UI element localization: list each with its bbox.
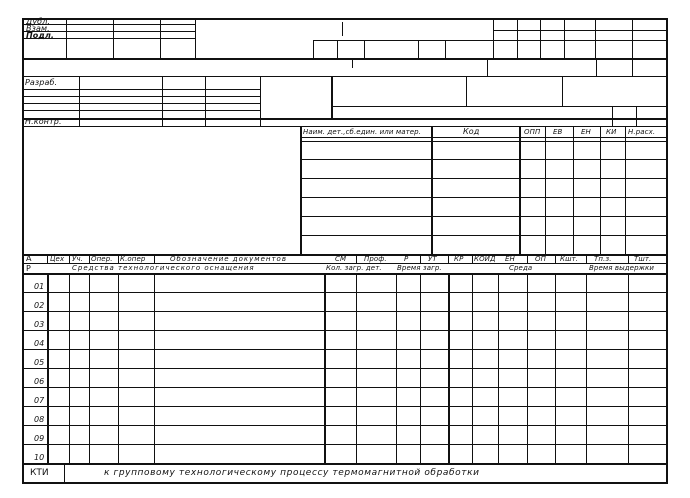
header-rule — [331, 106, 668, 107]
col-time-load: Время загр. — [397, 264, 442, 272]
col-nrash-header: Н.расх. — [628, 128, 656, 136]
col-prof: Проф. — [364, 255, 387, 263]
row-rule — [22, 406, 668, 407]
header-divider — [636, 106, 637, 126]
header-divider — [493, 18, 494, 58]
header-divider — [466, 76, 467, 106]
row-number: 01 — [34, 282, 45, 291]
material-rule — [300, 197, 668, 198]
ops-divider — [555, 254, 556, 263]
header-divider — [331, 76, 333, 118]
header-rule — [22, 126, 668, 127]
header-rule — [22, 103, 260, 104]
header-divider — [113, 18, 114, 58]
row-number: 05 — [34, 358, 45, 367]
col-tools: Средства технологического оснащения — [72, 264, 255, 272]
row-prefix-r: Р — [26, 264, 31, 273]
header-divider — [595, 18, 596, 58]
header-rule — [22, 96, 260, 97]
header-divider — [66, 18, 67, 58]
ops-divider — [420, 254, 421, 263]
header-rule — [22, 89, 260, 90]
header-rule — [22, 76, 668, 77]
ops-divider — [448, 254, 449, 263]
material-rule — [300, 235, 668, 236]
row-rule — [22, 368, 668, 369]
header-divider — [540, 18, 541, 58]
header-divider — [562, 76, 563, 106]
header-divider — [564, 18, 565, 58]
row-number: 04 — [34, 339, 45, 348]
header-divider — [160, 18, 161, 58]
row-rule — [22, 387, 668, 388]
col-kol: Кол. загр. дет. — [326, 264, 382, 272]
ops-divider — [356, 254, 357, 263]
header-rule — [313, 40, 493, 41]
footer-caption: к групповому технологическому процессу термомагнитной обработки — [104, 468, 480, 478]
col-code-header: Код — [463, 127, 480, 136]
header-divider — [337, 40, 338, 58]
col-env: Среда — [509, 264, 533, 272]
vzam-label: Взам. — [26, 24, 50, 33]
material-rule — [300, 141, 668, 142]
material-divider — [519, 126, 521, 254]
col-en-op: ЕН — [505, 255, 515, 263]
col-uch: Уч. — [72, 255, 83, 263]
footer-rule — [22, 463, 668, 465]
header-tick — [342, 22, 343, 36]
header-divider — [195, 18, 196, 58]
col-r: Р — [404, 255, 409, 263]
ops-divider — [47, 254, 48, 263]
material-divider — [573, 126, 574, 254]
row-number: 07 — [34, 396, 45, 405]
header-rule — [22, 118, 668, 120]
header-divider — [418, 40, 419, 58]
header-rule — [493, 40, 668, 41]
header-divider — [260, 76, 261, 126]
razrab-label: Разраб. — [25, 78, 58, 87]
col-ceh: Цех — [50, 255, 65, 263]
ops-divider — [472, 254, 473, 263]
header-divider — [205, 76, 206, 126]
material-divider — [625, 126, 626, 254]
col-time-hold: Время выдержки — [589, 264, 654, 272]
ops-divider — [586, 254, 587, 263]
row-rule — [22, 330, 668, 331]
material-divider — [600, 126, 601, 254]
material-divider — [545, 126, 546, 254]
ops-divider — [527, 254, 528, 263]
footer-code: КТИ — [30, 468, 49, 478]
header-divider — [162, 76, 163, 126]
header-divider — [79, 76, 80, 126]
header-divider — [632, 58, 633, 76]
row-rule — [22, 444, 668, 445]
ops-divider — [154, 254, 155, 263]
row-number: 09 — [34, 434, 45, 443]
nkontr-label: Н.контр. — [25, 117, 62, 126]
header-divider — [487, 58, 488, 76]
material-divider — [300, 126, 302, 254]
row-number: 10 — [34, 453, 45, 462]
col-docs: Обозначение документов — [170, 255, 287, 263]
header-divider — [632, 18, 633, 58]
podl-label: Подл. — [26, 31, 55, 40]
material-divider — [431, 126, 433, 254]
col-ev-header: ЕВ — [553, 128, 563, 136]
header-rule — [22, 110, 260, 111]
row-rule — [22, 349, 668, 350]
row-number: 06 — [34, 377, 45, 386]
col-oper: Опер. — [91, 255, 113, 263]
row-number: 08 — [34, 415, 45, 424]
row-prefix-a: А — [26, 254, 32, 263]
row-rule — [22, 311, 668, 312]
col-en-header: ЕН — [581, 128, 591, 136]
dubl-label: Дубл. — [26, 17, 51, 26]
col-kr: КР — [454, 255, 464, 263]
col-koid: КОИД — [474, 255, 496, 263]
ops-divider — [118, 254, 119, 263]
col-tsht: Тшт. — [634, 255, 652, 263]
footer-divider — [64, 463, 65, 484]
header-tick — [352, 58, 353, 68]
row-rule — [22, 425, 668, 426]
ops-divider — [628, 254, 629, 263]
header-divider — [313, 40, 314, 58]
col-ut: УТ — [428, 255, 437, 263]
col-tpz: Тп.з. — [594, 255, 612, 263]
col-name-header: Наим. дет.,сб.един. или матер. — [303, 128, 422, 136]
row-number: 03 — [34, 320, 45, 329]
ops-divider — [89, 254, 90, 263]
header-divider — [445, 40, 446, 58]
material-rule — [300, 216, 668, 217]
header-divider — [596, 58, 597, 76]
row-rule — [22, 292, 668, 293]
header-divider — [364, 40, 365, 58]
header-rule — [22, 58, 668, 60]
col-kst: Кшт. — [560, 255, 579, 263]
col-sm: СМ — [335, 255, 347, 263]
material-rule — [300, 178, 668, 179]
col-opp-header: ОПП — [524, 128, 541, 136]
col-op: ОП — [535, 255, 546, 263]
ops-divider — [69, 254, 70, 263]
header-divider — [612, 106, 613, 126]
material-rule — [300, 159, 668, 160]
material-rule — [300, 137, 668, 138]
row-number: 02 — [34, 301, 45, 310]
header-rule — [493, 30, 668, 31]
col-koper: К.опер — [120, 255, 146, 263]
header-divider — [517, 18, 518, 58]
col-ki-header: КИ — [606, 128, 617, 136]
